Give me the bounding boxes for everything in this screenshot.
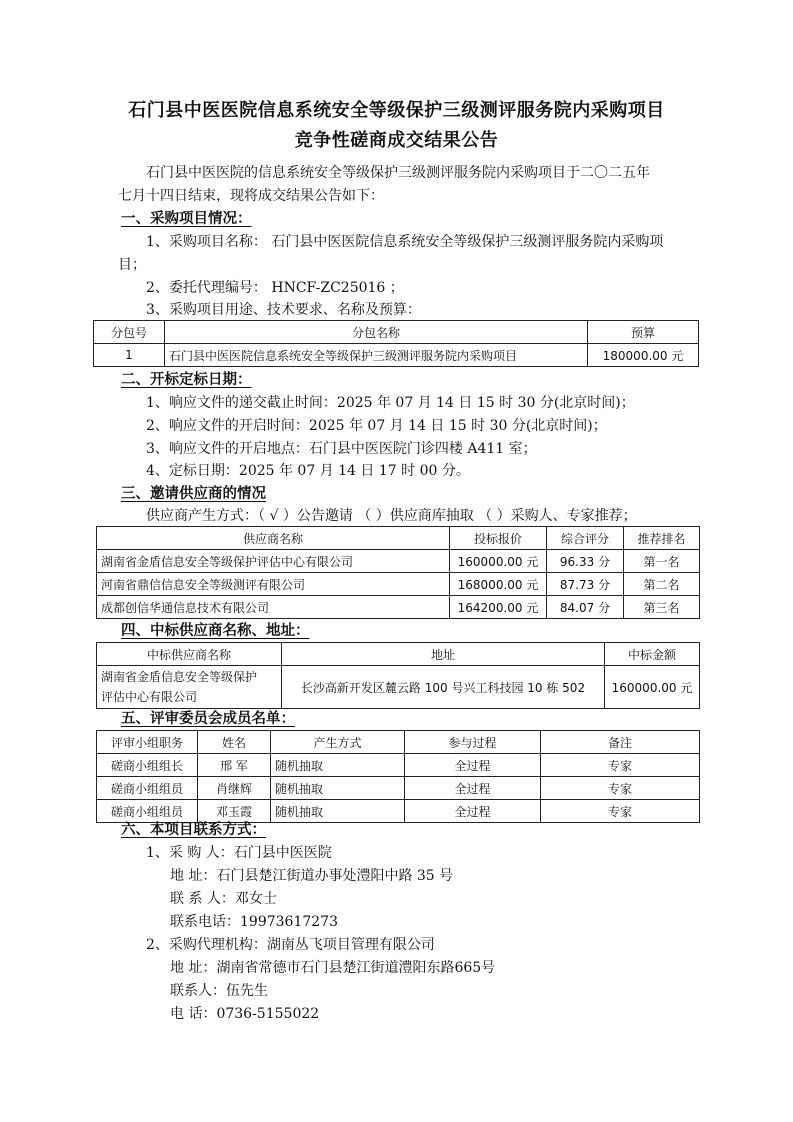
table-cell: 河南省鼎信信息安全等级测评有限公司: [97, 573, 450, 596]
section4-heading: 四、中标供应商名称、地址：: [121, 622, 310, 639]
table-header: 姓名: [198, 731, 271, 754]
contact-agency-phone: 电 话：0736-5155022: [170, 1006, 320, 1022]
table-cell: 第二名: [624, 573, 700, 596]
table-row: [97, 550, 700, 573]
table-header: 备注: [541, 731, 700, 754]
table-cell: 邓玉霞: [198, 800, 271, 823]
table-header-row: [97, 643, 700, 666]
winner-name-cell: [97, 666, 282, 709]
title-line2: 竞争性磋商成交结果公告: [294, 130, 499, 151]
winner-name-line2: 评估中心有限公司: [101, 690, 198, 704]
table-header-row: [97, 527, 700, 550]
table-cell: 随机抽取: [271, 777, 405, 800]
section5-heading: 五、评审委员会成员名单：: [121, 710, 295, 727]
table-cell: 肖继辉: [198, 777, 271, 800]
table-cell: 邢 军: [198, 754, 271, 777]
table-cell: 160000.00 元: [450, 550, 547, 573]
table-header: 投标报价: [450, 527, 547, 550]
winner-address: 长沙高新开发区麓云路 100 号兴工科技园 10 栋 502: [282, 666, 605, 709]
table-cell: 168000.00 元: [450, 573, 547, 596]
table-header: 地址: [282, 643, 605, 666]
section1-item1-line1: 1、采购项目名称： 石门县中医医院信息系统安全等级保护三级测评服务院内采购项: [146, 234, 664, 250]
table-header-row: [97, 731, 700, 754]
table-cell: 1: [94, 344, 165, 367]
table-row: [97, 777, 700, 800]
table-cell: 第三名: [624, 596, 700, 619]
supplier-method: 供应商产生方式：（ √ ）公告邀请 （ ）供应商库抽取 （ ）采购人、专家推荐；: [146, 508, 637, 524]
table-cell: 全过程: [405, 800, 541, 823]
table-header: 预算: [588, 321, 699, 344]
table-row: [97, 666, 700, 709]
contact-agency-address: 地 址：湖南省常德市石门县楚江街道澧阳东路665号: [170, 960, 496, 976]
section2-item: 4、定标日期：2025 年 07 月 14 日 17 时 00 分。: [146, 463, 470, 479]
table-cell: 成都创信华通信息技术有限公司: [97, 596, 450, 619]
contact-purchaser-phone: 联系电话：19973617273: [170, 914, 338, 930]
table-cell: 180000.00 元: [588, 344, 699, 367]
winner-table: [96, 642, 700, 709]
table-header: 评审小组职务: [97, 731, 198, 754]
table-cell: 84.07 分: [547, 596, 624, 619]
table-header: 参与过程: [405, 731, 541, 754]
contact-agency: 2、采购代理机构：湖南丛飞项目管理有限公司: [146, 937, 435, 953]
supplier-table: [96, 526, 700, 619]
winner-amount: 160000.00 元: [605, 666, 700, 709]
contact-purchaser-person: 联 系 人：邓女士: [170, 891, 277, 907]
table-cell: 湖南省金盾信息安全等级保护评估中心有限公司: [97, 550, 450, 573]
table-row: [97, 596, 700, 619]
table-row: [97, 754, 700, 777]
table-cell: 全过程: [405, 777, 541, 800]
table-cell: 164200.00 元: [450, 596, 547, 619]
table-cell: 磋商小组组长: [97, 754, 198, 777]
section1-heading: 一、采购项目情况：: [121, 210, 252, 227]
table-cell: 专家: [541, 777, 700, 800]
section1-item3: 3、采购项目用途、技术要求、名称及预算：: [146, 302, 421, 318]
table-header: 推荐排名: [624, 527, 700, 550]
section1-item2: 2、委托代理编号： HNCF-ZC25016 ；: [146, 280, 404, 296]
winner-name-line1: 湖南省金盾信息安全等级保护: [101, 670, 258, 684]
table-cell: 全过程: [405, 754, 541, 777]
table-row: [94, 344, 699, 367]
table-header: 综合评分: [547, 527, 624, 550]
section1-item1-line2: 目；: [118, 257, 146, 273]
committee-table: [96, 730, 700, 823]
section2-item: 1、响应文件的递交截止时间：2025 年 07 月 14 日 15 时 30 分(北京时间)；: [146, 395, 635, 411]
table-cell: 87.73 分: [547, 573, 624, 596]
contact-purchaser: 1、采 购 人：石门县中医医院: [146, 845, 332, 861]
table-header: 分包名称: [165, 321, 588, 344]
table-row: [97, 573, 700, 596]
table-cell: 石门县中医医院信息系统安全等级保护三级测评服务院内采购项目: [165, 344, 588, 367]
table-header: 中标金额: [605, 643, 700, 666]
table-cell: 随机抽取: [271, 800, 405, 823]
table-cell: 第一名: [624, 550, 700, 573]
table-cell: 磋商小组组员: [97, 800, 198, 823]
contact-purchaser-address: 地 址：石门县楚江街道办事处澧阳中路 35 号: [170, 868, 454, 884]
table-cell: 随机抽取: [271, 754, 405, 777]
table-cell: 专家: [541, 800, 700, 823]
table-header: 中标供应商名称: [97, 643, 282, 666]
section2-item: 2、响应文件的开启时间：2025 年 07 月 14 日 15 时 30 分(北京时间)；: [146, 418, 607, 434]
intro-line2: 七月十四日结束，现将成交结果公告如下：: [118, 188, 384, 204]
table-cell: 专家: [541, 754, 700, 777]
section6-heading: 六、本项目联系方式：: [121, 821, 266, 838]
section3-heading: 三、邀请供应商的情况: [121, 485, 266, 502]
title-line1: 石门县中医医院信息系统安全等级保护三级测评服务院内采购项目: [128, 100, 665, 121]
table-header: 分包号: [94, 321, 165, 344]
section2-heading: 二、开标定标日期：: [121, 371, 252, 388]
table-cell: 磋商小组组员: [97, 777, 198, 800]
section2-item: 3、响应文件的开启地点：石门县中医医院门诊四楼 A411 室；: [146, 441, 537, 457]
table-header-row: [94, 321, 699, 344]
table-header: 产生方式: [271, 731, 405, 754]
package-table: [93, 320, 699, 367]
contact-agency-person: 联系人：伍先生: [170, 983, 268, 999]
table-cell: 96.33 分: [547, 550, 624, 573]
intro-line1: 石门县中医医院的信息系统安全等级保护三级测评服务院内采购项目于二〇二五年: [146, 165, 650, 181]
table-header: 供应商名称: [97, 527, 450, 550]
